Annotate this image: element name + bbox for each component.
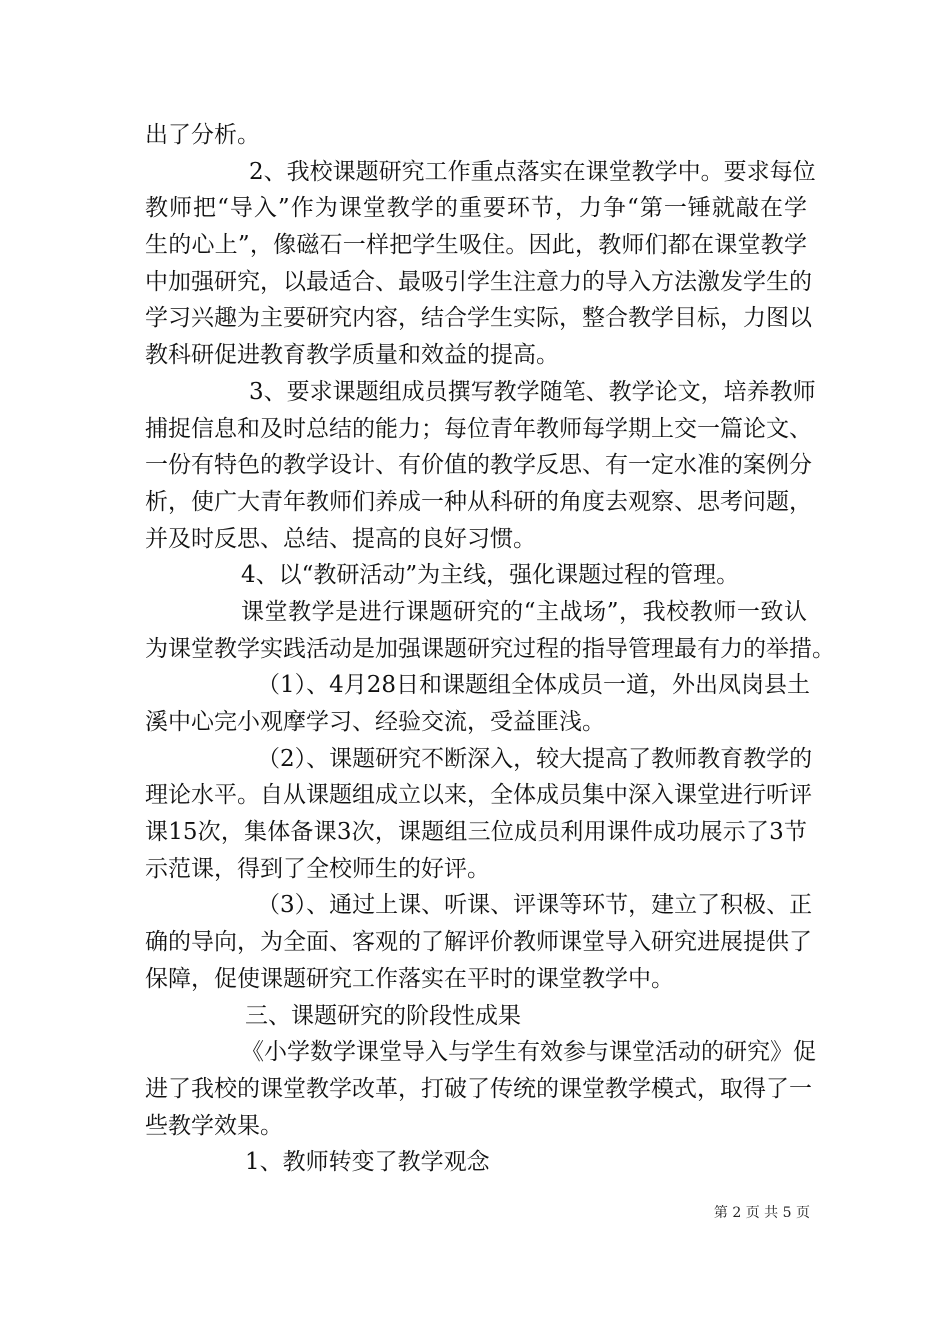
- text-line: （1）、4月28日和课题组全体成员一道，外出凤岗县土: [257, 672, 811, 699]
- text-line: 3、要求课题组成员撰写教学随笔、教学论文，培养教师: [249, 378, 816, 405]
- text-line: 教师把“导入”作为课堂教学的重要环节，力争“第一锤就敲在学: [145, 195, 807, 222]
- text-line: 理论水平。自从课题组成立以来，全体成员集中深入课堂进行听评: [145, 782, 812, 809]
- text-line: 一份有特色的教学设计、有价值的教学反思、有一定水准的案例分: [145, 452, 812, 479]
- text-line: 课堂教学是进行课题研究的“主战场”，我校教师一致认: [241, 598, 807, 625]
- text-line: 些教学效果。: [145, 1112, 283, 1139]
- text-line: 2、我校课题研究工作重点落实在课堂教学中。要求每位: [249, 158, 816, 185]
- text-line: 进了我校的课堂教学改革，打破了传统的课堂教学模式，取得了一: [145, 1075, 812, 1102]
- text-line: 溪中心完小观摩学习、经验交流，受益匪浅。: [145, 709, 605, 735]
- text-line: 课15次，集体备课3次，课题组三位成员利用课件成功展示了3节: [145, 819, 807, 846]
- text-line: 三、课题研究的阶段性成果: [245, 1002, 521, 1029]
- text-line: 中加强研究，以最适合、最吸引学生注意力的导入方法激发学生的: [145, 268, 812, 295]
- text-line: 示范课，得到了全校师生的好评。: [145, 855, 490, 882]
- text-line: 捕捉信息和及时总结的能力；每位青年教师每学期上交一篇论文、: [145, 415, 812, 442]
- text-line: 1、教师转变了教学观念: [245, 1149, 490, 1176]
- text-line: 4、以“教研活动”为主线，强化课题过程的管理。: [241, 562, 740, 589]
- text-line: 生的心上”，像磁石一样把学生吸住。因此，教师们都在课堂教学: [145, 232, 807, 259]
- text-line: （3）、通过上课、听课、评课等环节，建立了积极、正: [257, 892, 813, 919]
- text-line: 出了分析。: [145, 122, 260, 148]
- text-line: 析，使广大青年教师们养成一种从科研的角度去观察、思考问题，: [145, 488, 812, 515]
- text-line: 保障，促使课题研究工作落实在平时的课堂教学中。: [145, 965, 674, 992]
- document-body: [145, 117, 835, 1181]
- text-line: 确的导向，为全面、客观的了解评价教师课堂导入研究进展提供了: [145, 929, 812, 956]
- text-line: （2）、课题研究不断深入，较大提高了教师教育教学的: [257, 745, 813, 772]
- text-line: 并及时反思、总结、提高的良好习惯。: [145, 525, 536, 552]
- text-line: 为课堂教学实践活动是加强课题研究过程的指导管理最有力的举措。: [145, 635, 835, 662]
- text-line: 学习兴趣为主要研究内容，结合学生实际，整合教学目标，力图以: [145, 305, 812, 332]
- text-line: 《小学数学课堂导入与学生有效参与课堂活动的研究》促: [241, 1039, 816, 1066]
- page-footer: 第 2 页 共 5 页: [713, 1205, 810, 1221]
- text-line: 教科研促进教育教学质量和效益的提高。: [145, 342, 559, 369]
